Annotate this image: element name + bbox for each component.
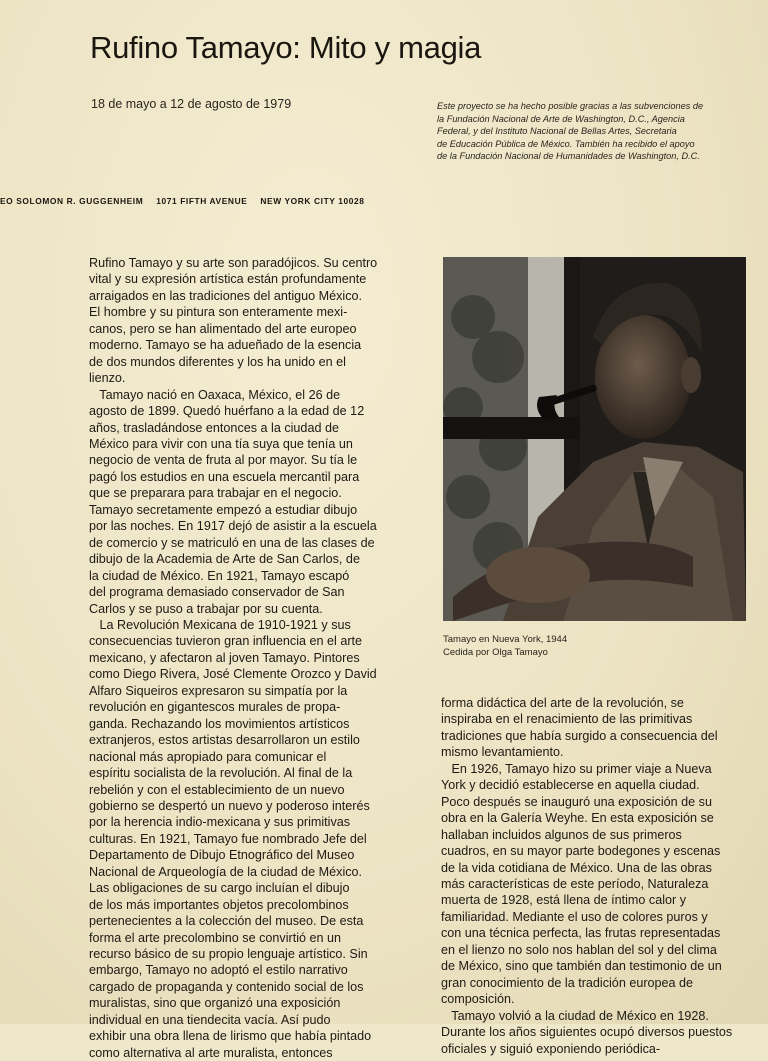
paragraph-line: vital y su expresión artística están profundamente bbox=[89, 272, 367, 287]
paragraph-line: con una técnica perfecta, las frutas representadas bbox=[441, 926, 721, 941]
paragraph-line: espíritu socialista de la revolución. Al final de la bbox=[89, 766, 353, 781]
paragraph-line: México para vivir con una tía suya que tenía un bbox=[89, 436, 353, 451]
page-title: Rufino Tamayo: Mito y magia bbox=[90, 30, 482, 65]
paragraph-line: En 1926, Tamayo hizo su primer viaje a Nueva bbox=[441, 761, 712, 776]
paragraph-line: de la vida cotidiana de México. Una de las obras bbox=[441, 860, 712, 875]
paragraph-line: Rufino Tamayo y su arte son paradójicos. Su centro bbox=[89, 256, 378, 270]
paragraph-line: mexicano, y afectaron al joven Tamayo. Pintores bbox=[89, 650, 360, 665]
paragraph-line: mismo levantamiento. bbox=[441, 745, 564, 760]
paragraph-line: de México, sino que también dan testimonio de un bbox=[441, 959, 722, 974]
paragraph-line: Carlos y se puso a trabajar por su cuenta. bbox=[89, 601, 323, 616]
credits-line: de Educación Pública de México. También ha recibido el apoyo bbox=[437, 138, 695, 149]
paragraph-line: extranjeros, estos artistas desarrollaron un estilo bbox=[89, 733, 360, 748]
paragraph-line: del programa demasiado conservador de San bbox=[89, 585, 345, 600]
paragraph-line: como Diego Rivera, José Clemente Orozco y David bbox=[89, 667, 377, 682]
paragraph-line: Tamayo secretamente empezó a estudiar dibujo bbox=[89, 502, 358, 517]
paragraph-line: que se preparara para trabajar en el negocio. bbox=[89, 486, 342, 501]
paragraph-line: de comercio y se matriculó en una de las clases de bbox=[89, 535, 375, 550]
paragraph-line: gran conocimiento de la tradición europea de bbox=[441, 975, 694, 990]
museum-name: EO SOLOMON R. GUGGENHEIM bbox=[0, 196, 144, 206]
paragraph-line: Durante los años siguientes ocupó diversos puestos bbox=[441, 1025, 733, 1040]
paragraph-line: como alternativa al arte muralista, entonces bbox=[89, 1045, 333, 1060]
paragraph-line: dibujo de la Academia de Arte de San Carlos, de bbox=[89, 552, 360, 567]
paragraph-line: en el lienzo no solo nos hablan del sol y del clima bbox=[441, 942, 717, 957]
credits-line: de la Fundación Nacional de Humanidades de Washington, D.C. bbox=[437, 151, 700, 162]
paragraph-line: de dos mundos diferentes y los ha unido en el bbox=[89, 354, 346, 369]
paragraph-line: años, trasladándose entonces a la ciudad de bbox=[89, 420, 339, 435]
paragraph-line: Tamayo volvió a la ciudad de México en 1928. bbox=[441, 1008, 709, 1023]
paragraph-line: más características de este período, Naturaleza bbox=[441, 876, 709, 891]
paragraph-line: exhibir una obra llena de lirismo que había pintado bbox=[89, 1029, 372, 1044]
photo-caption bbox=[443, 633, 567, 659]
paragraph-line: Nacional de Arqueología de la ciudad de México. bbox=[89, 864, 363, 879]
paragraph-line: composición. bbox=[441, 992, 515, 1007]
paragraph-line: agosto de 1899. Quedó huérfano a la edad de 12 bbox=[89, 404, 365, 419]
funding-credits bbox=[437, 100, 747, 163]
museum-address bbox=[0, 196, 375, 206]
paragraph-line: la ciudad de México. En 1921, Tamayo escapó bbox=[89, 568, 350, 583]
paragraph-line: lienzo. bbox=[89, 371, 126, 386]
paragraph-line: hallaban incluidos algunos de sus primeros bbox=[441, 827, 682, 842]
paragraph-line: inspiraba en el renacimiento de las primitivas bbox=[441, 712, 693, 727]
paragraph-line: cargado de propaganda y contenido social de los bbox=[89, 979, 364, 994]
exhibition-dates: 18 de mayo a 12 de agosto de 1979 bbox=[91, 97, 292, 111]
paragraph-line: canos, pero se han alimentado del arte europeo bbox=[89, 321, 357, 336]
paragraph-line: consecuencias tuvieron gran influencia en el arte bbox=[89, 634, 363, 649]
paragraph-line: Tamayo nació en Oaxaca, México, el 26 de bbox=[89, 387, 341, 402]
paragraph-line: Departamento de Dibujo Etnográfico del Museo bbox=[89, 848, 355, 863]
paragraph-line: negocio de venta de fruta al por mayor. Su tía le bbox=[89, 453, 358, 468]
paragraph-line: embargo, Tamayo no adoptó el estilo narrativo bbox=[89, 963, 348, 978]
paragraph-line: de los más importantes objetos precolombinos bbox=[89, 897, 349, 912]
credits-line: la Fundación Nacional de Arte de Washington, D.C., Agencia bbox=[437, 113, 685, 124]
paragraph-line: arraigados en las tradiciones del antiguo México. bbox=[89, 288, 363, 303]
paragraph-line: moderno. Tamayo se ha adueñado de la esencia bbox=[89, 338, 362, 353]
caption-line: Cedida por Olga Tamayo bbox=[443, 647, 548, 658]
paragraph-line: pagó los estudios en una escuela mercantil para bbox=[89, 469, 360, 484]
paragraph-line: nacional más apropiado para comunicar el bbox=[89, 749, 327, 764]
article-right-column bbox=[441, 695, 746, 1057]
paragraph-line: muerta de 1928, está llena de íntimo calor y bbox=[441, 893, 687, 908]
paragraph-line: ganda. Rechazando los movimientos artísticos bbox=[89, 716, 350, 731]
paragraph-line: por las noches. En 1917 dejó de asistir a la escuela bbox=[89, 519, 377, 534]
article-left-column bbox=[89, 255, 409, 1061]
paragraph-line: Las obligaciones de su cargo incluían el dibujo bbox=[89, 881, 350, 896]
museum-city: NEW YORK CITY 10028 bbox=[260, 196, 365, 206]
paragraph-line: forma didáctica del arte de la revolución, se bbox=[441, 696, 684, 710]
credits-line: Federal, y del Instituto Nacional de Bellas Artes, Secretaria bbox=[437, 126, 677, 137]
paragraph-line: York y decidió establecerse en aquella ciudad. bbox=[441, 778, 700, 793]
museum-street: 1071 FIFTH AVENUE bbox=[156, 196, 248, 206]
paragraph-line: gobierno se despertó un nuevo y poderoso interés bbox=[89, 798, 370, 813]
paragraph-line: Poco después se inauguró una exposición de su bbox=[441, 794, 712, 809]
paragraph-line: muralistas, sino que organizó una exposición bbox=[89, 996, 341, 1011]
paragraph-line: oficiales y siguió exponiendo periódica- bbox=[441, 1041, 661, 1056]
paragraph-line: por la herencia indio-mexicana y sus primitivas bbox=[89, 815, 351, 830]
paragraph-line: El hombre y su pintura son enteramente mexi- bbox=[89, 305, 348, 320]
paragraph-line: La Revolución Mexicana de 1910-1921 y sus bbox=[89, 617, 351, 632]
paragraph-line: recurso básico de su propio lenguaje artístico. Sin bbox=[89, 947, 368, 962]
paragraph-line: forma el arte precolombino se convirtió en un bbox=[89, 930, 342, 945]
credits-line: Este proyecto se ha hecho posible gracias a las subvenciones de bbox=[437, 101, 704, 111]
paragraph-line: familiaridad. Mediante el uso de colores puros y bbox=[441, 909, 708, 924]
paragraph-line: pertenecientes a la colección del museo. De esta bbox=[89, 914, 364, 929]
paragraph-line: culturas. En 1921, Tamayo fue nombrado Jefe del bbox=[89, 831, 367, 846]
caption-line: Tamayo en Nueva York, 1944 bbox=[443, 634, 568, 645]
tamayo-portrait-photo bbox=[443, 257, 746, 621]
paragraph-line: revolución en gigantescos murales de propa- bbox=[89, 700, 341, 715]
paragraph-line: tradiciones que había surgido a consecuencia del bbox=[441, 728, 718, 743]
paragraph-line: rebelión y con el establecimiento de un nuevo bbox=[89, 782, 345, 797]
paragraph-line: cuadros, en su mayor parte bodegones y escenas bbox=[441, 844, 721, 859]
paragraph-line: individual en una tiendecita vacía. Así pudo bbox=[89, 1012, 331, 1027]
paragraph-line: Alfaro Siqueiros expresaron su simpatía por la bbox=[89, 683, 348, 698]
paragraph-line: obra en la Galería Weyhe. En esta exposición se bbox=[441, 811, 714, 826]
